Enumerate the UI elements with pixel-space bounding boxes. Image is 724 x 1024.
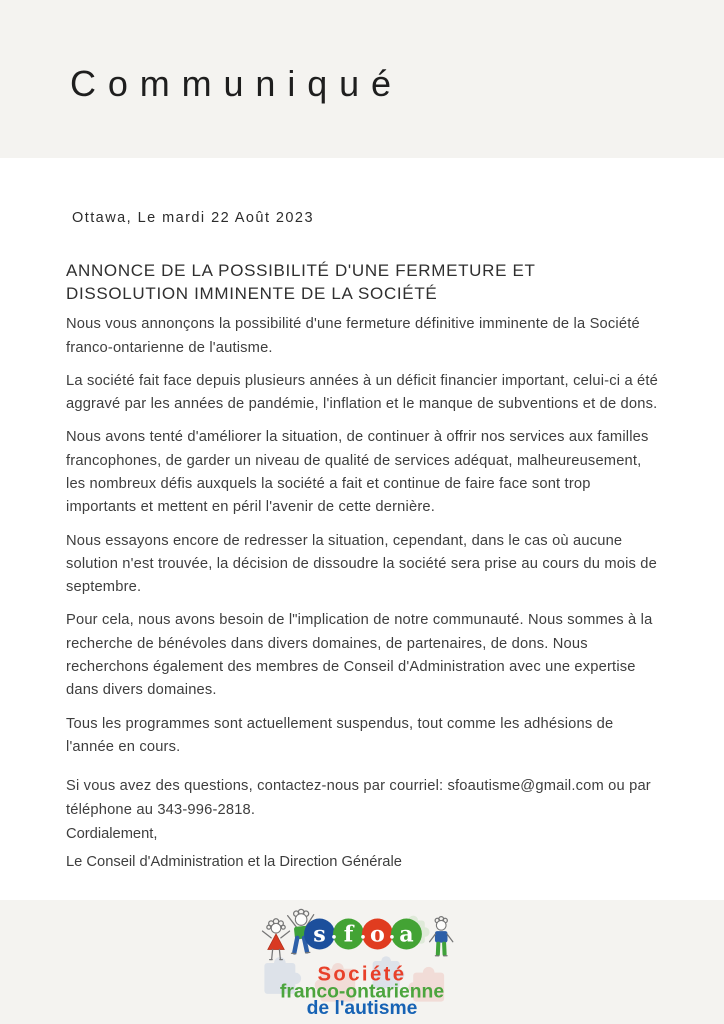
body-paragraph: Nous vous annonçons la possibilité d'une fermeture définitive imminente de la Société franco-ontarienne de l'autisme.	[66, 316, 640, 356]
header-band	[0, 0, 724, 158]
date-line: Ottawa, Le mardi 22 Août 2023	[72, 210, 314, 226]
sfoa-logo	[255, 905, 469, 1019]
body-paragraph: Nous avons tenté d'améliorer la situation, de continuer à offrir nos services aux familles francophones, de garder un niveau de qualité de services adéquat, malheureusement, les nombreux défis auxquels la société a fait et continue de faire face sont trop importants et mettent en péril l'avenir de cette dernière.	[66, 429, 649, 516]
logo-line-societe: Société	[317, 963, 407, 986]
document-body	[0, 158, 724, 900]
acronym-letter-o: o	[370, 921, 385, 948]
logo-line-franco-ontarienne: franco-ontarienne	[279, 981, 445, 1003]
sfoa-acronym	[304, 919, 422, 950]
body-paragraph: Pour cela, nous avons besoin de l"implication de notre communauté. Nous sommes à la recherche de bénévoles dans divers domaines, de partenaires, de dons. Nous recherchons également des membres de Conseil d'Administration avec une expertise dans divers domaines.	[66, 612, 653, 699]
page-title: Communiqué	[70, 63, 403, 104]
body-paragraph: La société fait face depuis plusieurs années à un déficit financier important, celui-ci a été aggravé par les années de pandémie, l'inflation et le manque de subventions et de dons.	[66, 372, 658, 413]
acronym-letter-a: a	[399, 921, 414, 948]
acronym-letter-f: f	[343, 921, 354, 948]
standing-boy-figure	[430, 917, 453, 956]
footer-band	[0, 900, 724, 1024]
logo-line-de-lautisme: de l'autisme	[306, 998, 418, 1019]
closing-line: Cordialement,	[66, 825, 158, 842]
logo-wordmark	[280, 963, 444, 1019]
acronym-letter-s: s	[313, 921, 326, 948]
body-paragraph: Tous les programmes sont actuellement suspendus, tout comme les adhésions de l'année en cours.	[66, 715, 614, 755]
body-paragraph: Nous essayons encore de redresser la situation, cependant, dans le cas où aucune solution n'est trouvée, la décision de dissoudre la société sera prise au cours du mois de septembre.	[66, 532, 657, 596]
contact-paragraph: Si vous avez des questions, contactez-nous par courriel: sfoautisme@gmail.com ou par téléphone au 343-996-2818.	[66, 778, 651, 818]
girl-figure	[262, 919, 289, 960]
announcement-heading: ANNONCE DE LA POSSIBILITÉ D'UNE FERMETURE ET DISSOLUTION IMMINENTE DE LA SOCIÉTÉ	[66, 261, 536, 304]
signature-line: Le Conseil d'Administration et la Direction Générale	[66, 854, 402, 871]
